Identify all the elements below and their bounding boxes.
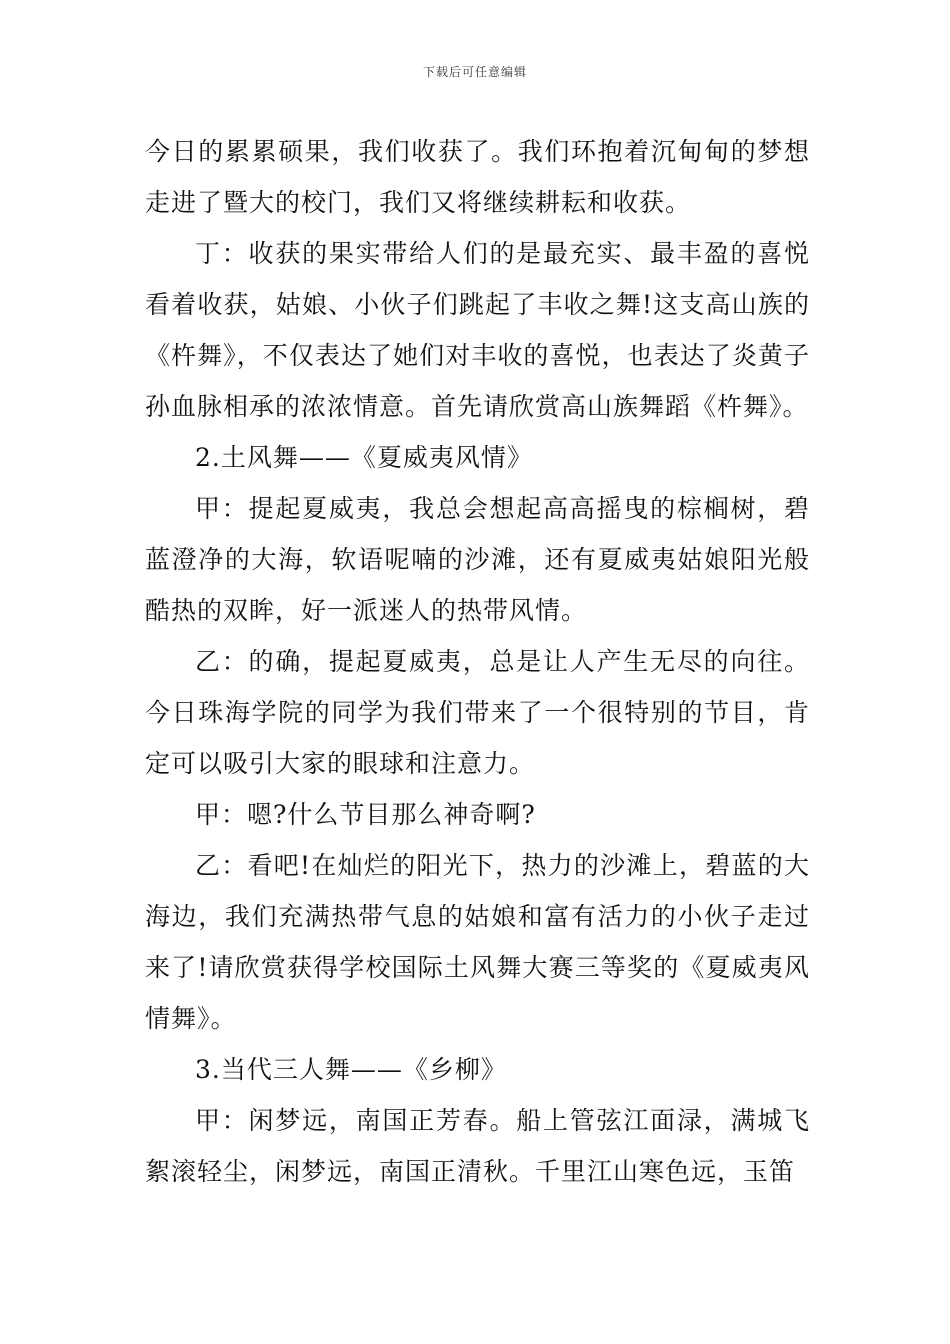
paragraph-yi-2: 乙：看吧!在灿烂的阳光下，热力的沙滩上，碧蓝的大海边，我们充满热带气息的姑娘和富有活力的小伙子走过来了!请欣赏获得学校国际土风舞大赛三等奖的《夏威夷风情舞》。 xyxy=(145,851,810,1033)
paragraph-jia-2: 甲：嗯?什么节目那么神奇啊? xyxy=(195,800,536,829)
section-heading-3: 3.当代三人舞——《乡柳》 xyxy=(195,1055,507,1084)
page-header: 下载后可任意编辑 xyxy=(422,65,527,79)
paragraph-yi-1: 乙：的确，提起夏威夷，总是让人产生无尽的向往。今日珠海学院的同学为我们带来了一个很特别的节目，肯定可以吸引大家的眼球和注意力。 xyxy=(145,647,810,778)
paragraph-ding-intro: 丁：收获的果实带给人们的是最充实、最丰盈的喜悦看着收获，姑娘、小伙子们跳起了丰收之舞!这支高山族的《杵舞》，不仅表达了她们对丰收的喜悦，也表达了炎黄子孙血脉相承的浓浓情意。首先请欣赏高山族舞蹈《杵舞》。 xyxy=(145,239,810,421)
paragraph-jia-1: 甲：提起夏威夷，我总会想起高高摇曳的棕榈树，碧蓝澄净的大海，软语呢喃的沙滩，还有夏威夷姑娘阳光般酷热的双眸，好一派迷人的热带风情。 xyxy=(145,494,810,625)
paragraph-jia-3: 甲：闲梦远，南国正芳春。船上管弦江面渌，满城飞絮滚轻尘，闲梦远，南国正清秋。千里江山寒色远，玉笛 xyxy=(145,1106,810,1186)
paragraph-continuation: 今日的累累硕果，我们收获了。我们环抱着沉甸甸的梦想走进了暨大的校门，我们又将继续耕耘和收获。 xyxy=(145,137,810,217)
document-body xyxy=(145,126,810,1197)
section-heading-2: 2.土风舞——《夏威夷风情》 xyxy=(195,443,533,472)
